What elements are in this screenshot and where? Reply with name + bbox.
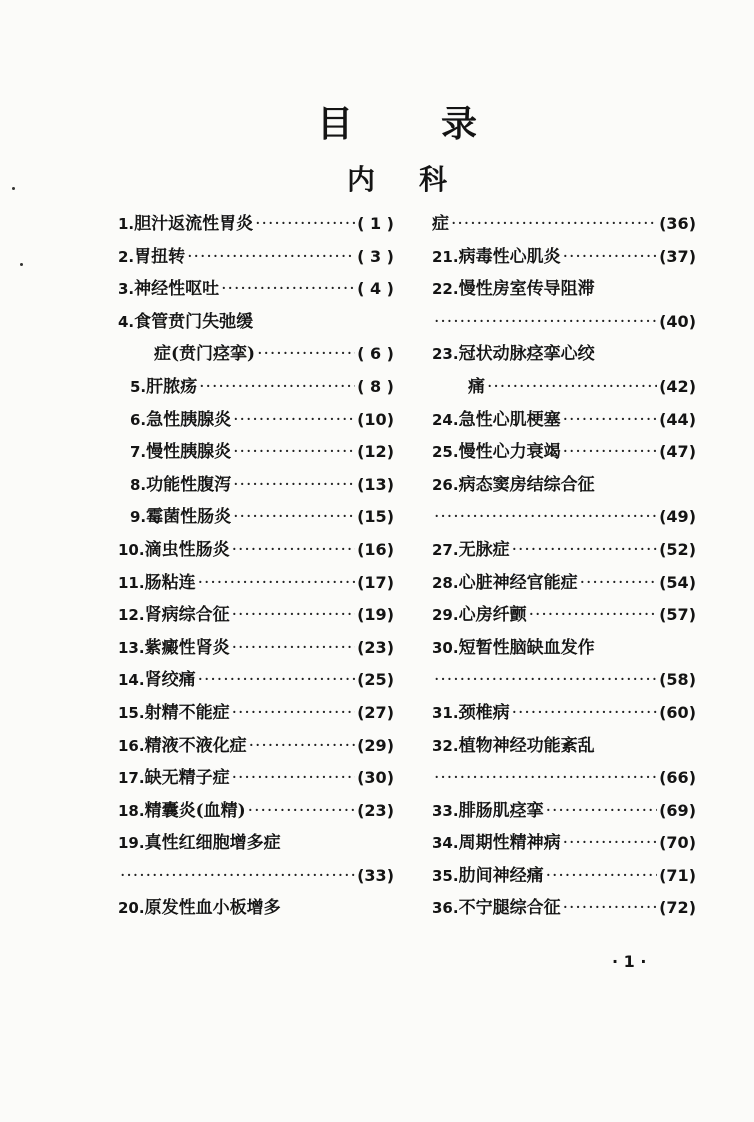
page-title: [0, 96, 754, 147]
toc-entry-title: 功能性腹泻: [146, 474, 232, 495]
toc-dot-leader: [221, 273, 355, 306]
toc-entry-number: 34.: [432, 834, 459, 853]
toc-entry-title: 症(贲门痉挛): [154, 344, 256, 365]
toc-dot-leader: [512, 697, 658, 730]
toc-entry-page: (52): [659, 539, 696, 559]
toc-entry: [432, 371, 696, 404]
section-heading: [0, 158, 754, 198]
toc-entry-number: 8.: [130, 475, 147, 494]
toc-entry-page: (49): [659, 507, 696, 527]
toc-entry: [118, 599, 394, 632]
toc-entry: [118, 860, 394, 893]
toc-dot-leader: [512, 534, 658, 567]
toc-entry-title: 神经性呕吐: [134, 279, 220, 300]
toc-entry-number: 24.: [432, 410, 459, 429]
toc-dot-leader: [232, 632, 356, 665]
toc-entry: [118, 436, 394, 469]
toc-entry-title: 急性胰腺炎: [146, 409, 232, 430]
toc-entry-number: 1.: [118, 215, 135, 233]
toc-entry: [118, 892, 394, 925]
scan-speck: [20, 263, 23, 266]
toc-dot-leader: [249, 730, 356, 763]
toc-entry: [432, 730, 696, 763]
toc-entry-page: (15): [357, 507, 394, 527]
toc-entry-page: (30): [357, 768, 394, 788]
toc-dot-leader: [563, 404, 658, 437]
toc-entry-page: (70): [659, 833, 696, 853]
toc-entry: [432, 827, 696, 860]
toc-entry-title: 缺无精子症: [144, 768, 230, 789]
toc-entry-number: 19.: [118, 834, 145, 853]
toc-entry-page: (57): [659, 605, 696, 625]
toc-entry-title: 植物神经功能紊乱: [458, 735, 595, 756]
toc-entry-page: (60): [659, 702, 696, 722]
toc-entry-title: 病态窦房结综合征: [458, 474, 595, 495]
toc-dot-leader: [232, 534, 356, 567]
toc-entry: [118, 567, 394, 600]
toc-entry-page: (47): [659, 442, 696, 462]
toc-entry: [118, 632, 394, 665]
toc-entry: [432, 534, 696, 567]
toc-entry: [432, 599, 696, 632]
scan-speck: [12, 187, 15, 190]
toc-entry-number: 3.: [118, 280, 135, 299]
toc-entry-title: 肾绞痛: [144, 670, 196, 691]
toc-entry-page: (25): [357, 670, 394, 690]
toc-entry-title: 肝脓疡: [146, 376, 198, 397]
toc-dot-leader: [198, 567, 356, 600]
toc-dot-leader: [255, 208, 355, 241]
toc-entry: [118, 241, 394, 274]
toc-entry-page: (54): [659, 572, 696, 592]
toc-entry: [432, 632, 696, 665]
toc-entry-page: (17): [357, 572, 394, 592]
toc-entry-title: 精液不液化症: [144, 735, 247, 756]
toc-entry-number: 25.: [432, 443, 459, 462]
toc-dot-leader: [546, 795, 658, 828]
toc-entry-title: 紫癜性肾炎: [144, 637, 230, 658]
toc-entry-number: 12.: [118, 606, 145, 625]
toc-entry-number: 26.: [432, 475, 459, 494]
toc-dot-leader: [451, 208, 657, 241]
toc-entry-title: 精囊炎(血精): [144, 800, 246, 821]
toc-entry-page: (36): [659, 214, 696, 233]
toc-dot-leader: [233, 436, 355, 469]
toc-dot-leader: [233, 501, 355, 534]
toc-entry-number: 20.: [118, 899, 145, 918]
toc-entry-page: ( 6 ): [357, 344, 394, 364]
toc-dot-leader: [434, 664, 657, 697]
toc-entry: [432, 567, 696, 600]
toc-dot-leader: [199, 371, 355, 404]
toc-entry-title: 腓肠肌痉挛: [458, 800, 544, 821]
toc-entry: [432, 664, 696, 697]
toc-dot-leader: [434, 306, 657, 339]
toc-entry: [118, 371, 394, 404]
toc-entry-number: 7.: [130, 443, 147, 462]
toc-dot-leader: [232, 599, 356, 632]
toc-entry-title: 肋间神经痛: [458, 865, 544, 886]
toc-entry-number: 2.: [118, 247, 135, 266]
page-number: · 1 ·: [612, 952, 647, 971]
toc-entry-title: 无脉症: [458, 539, 510, 560]
toc-entry-page: (58): [659, 670, 696, 690]
toc-dot-leader: [563, 892, 658, 925]
toc-entry: [432, 241, 696, 274]
section-heading-char-2: 科: [419, 163, 448, 196]
toc-entry: [432, 501, 696, 534]
toc-entry-number: 33.: [432, 801, 459, 820]
toc-entry-page: (44): [659, 409, 696, 429]
toc-entry-page: (42): [659, 376, 696, 396]
toc-entry-page: (23): [357, 800, 394, 820]
toc-entry: [432, 436, 696, 469]
toc-entry-page: (10): [357, 409, 394, 429]
toc-entry-number: 22.: [432, 280, 459, 299]
toc-entry-number: 6.: [130, 410, 147, 429]
toc-entry-page: (66): [659, 768, 696, 788]
toc-dot-leader: [187, 241, 355, 274]
toc-entry-number: 11.: [118, 573, 145, 592]
toc-entry: [118, 208, 394, 241]
toc-entry-number: 28.: [432, 573, 459, 592]
toc-dot-leader: [563, 241, 658, 274]
toc-dot-leader: [563, 436, 658, 469]
toc-entry: [118, 273, 394, 306]
toc-entry: [118, 795, 394, 828]
toc-dot-leader: [434, 762, 657, 795]
toc-entry-page: (27): [357, 702, 394, 722]
toc-entry-page: (33): [357, 865, 394, 885]
toc-entry-number: 31.: [432, 703, 459, 722]
toc-entry: [118, 827, 394, 860]
toc-entry-title: 颈椎病: [458, 702, 510, 723]
toc-entry: [432, 795, 696, 828]
toc-entry-title: 胆汁返流性胃炎: [134, 214, 254, 234]
toc-entry: [432, 404, 696, 437]
toc-entry-page: (16): [357, 539, 394, 559]
toc-entry: [118, 469, 394, 502]
toc-entry-number: 14.: [118, 671, 145, 690]
toc-dot-leader: [232, 697, 356, 730]
toc-entry-title: 慢性胰腺炎: [146, 442, 232, 463]
toc-entry: [118, 306, 394, 339]
toc-entry-page: (13): [357, 474, 394, 494]
toc-entry: [118, 501, 394, 534]
page-title-char-2: 录: [441, 104, 478, 145]
toc-entry-page: ( 1 ): [357, 214, 394, 233]
toc-entry-title: 急性心肌梗塞: [458, 409, 561, 430]
toc-entry-title: 短暂性脑缺血发作: [458, 637, 595, 658]
toc-entry: [118, 697, 394, 730]
toc-entry-page: (69): [659, 800, 696, 820]
toc-entry-page: (40): [659, 311, 696, 331]
toc-entry: [432, 338, 696, 371]
toc-entry-title: 肾病综合征: [144, 605, 230, 626]
toc-entry-number: 29.: [432, 606, 459, 625]
toc-entry-title: 肠粘连: [144, 572, 196, 593]
toc-entry: [432, 208, 696, 241]
toc-entry-title: 霉菌性肠炎: [146, 507, 232, 528]
toc-entry: [118, 338, 394, 371]
toc-entry-title: 心房纤颤: [458, 605, 527, 626]
toc-dot-leader: [563, 827, 658, 860]
toc-entry-page: (12): [357, 442, 394, 462]
toc-entry-title: 冠状动脉痉挛心绞: [458, 344, 595, 365]
toc-dot-leader: [120, 860, 355, 893]
toc-entry-title: 心脏神经官能症: [458, 572, 578, 593]
toc-entry-title: 周期性精神病: [458, 833, 561, 854]
page-title-char-1: 目: [316, 104, 353, 145]
toc-entry-number: 23.: [432, 345, 459, 364]
toc-entry-title: 慢性房室传导阻滞: [458, 279, 595, 300]
toc-entry-title: 病毒性心肌炎: [458, 246, 561, 267]
toc-entry-number: 4.: [118, 312, 135, 331]
toc-entry-title: 原发性血小板增多: [144, 898, 281, 919]
toc-left-column: [118, 208, 394, 925]
toc-entry: [432, 273, 696, 306]
toc-entry: [118, 664, 394, 697]
toc-entry: [432, 306, 696, 339]
toc-dot-leader: [198, 664, 356, 697]
toc-dot-leader: [248, 795, 355, 828]
toc-entry-title: 滴虫性肠炎: [144, 539, 230, 560]
toc-entry: [432, 892, 696, 925]
toc-entry: [118, 534, 394, 567]
toc-entry-title: 胃扭转: [134, 246, 186, 267]
toc-entry-number: 16.: [118, 736, 145, 755]
toc-entry-page: (23): [357, 637, 394, 657]
toc-entry-title: 症: [432, 214, 449, 234]
toc-dot-leader: [546, 860, 658, 893]
toc-right-column: [432, 208, 696, 925]
toc-entry-title: 食管贲门失弛缓: [134, 311, 254, 332]
toc-entry-number: 35.: [432, 866, 459, 885]
toc-entry-page: ( 8 ): [357, 376, 394, 396]
toc-entry-number: 17.: [118, 769, 145, 788]
toc-dot-leader: [487, 371, 657, 404]
toc-entry: [432, 469, 696, 502]
toc-entry-page: (37): [659, 246, 696, 266]
toc-entry: [432, 860, 696, 893]
toc-entry-number: 30.: [432, 638, 459, 657]
toc-dot-leader: [529, 599, 658, 632]
toc-entry-page: (71): [659, 865, 696, 885]
toc-entry-page: (29): [357, 735, 394, 755]
toc-entry-page: ( 4 ): [357, 279, 394, 299]
toc-entry-number: 18.: [118, 801, 145, 820]
toc-entry-number: 13.: [118, 638, 145, 657]
toc-dot-leader: [580, 567, 658, 600]
toc-entry-number: 36.: [432, 899, 459, 918]
toc-entry-page: (19): [357, 605, 394, 625]
toc-entry: [118, 730, 394, 763]
toc-dot-leader: [257, 338, 355, 371]
toc-entry-title: 射精不能症: [144, 702, 230, 723]
toc-entry-number: 32.: [432, 736, 459, 755]
toc-entry-number: 27.: [432, 540, 459, 559]
toc-entry-number: 15.: [118, 703, 145, 722]
toc-entry: [432, 762, 696, 795]
toc-entry-title: 真性红细胞增多症: [144, 833, 281, 854]
toc-entry-number: 9.: [130, 508, 147, 527]
toc-entry-title: 不宁腿综合征: [458, 898, 561, 919]
toc-entry: [432, 697, 696, 730]
toc-entry-number: 10.: [118, 540, 145, 559]
toc-entry-number: 21.: [432, 247, 459, 266]
toc-entry-page: ( 3 ): [357, 246, 394, 266]
toc-entry-page: (72): [659, 898, 696, 918]
toc-dot-leader: [233, 469, 355, 502]
toc-dot-leader: [434, 501, 657, 534]
toc-entry-title: 慢性心力衰竭: [458, 442, 561, 463]
section-heading-char-1: 内: [346, 163, 375, 196]
toc-entry: [118, 762, 394, 795]
toc-entry-number: 5.: [130, 377, 147, 396]
toc-dot-leader: [233, 404, 355, 437]
toc-dot-leader: [232, 762, 356, 795]
toc-entry: [118, 404, 394, 437]
toc-entry-title: 痛: [468, 376, 485, 397]
